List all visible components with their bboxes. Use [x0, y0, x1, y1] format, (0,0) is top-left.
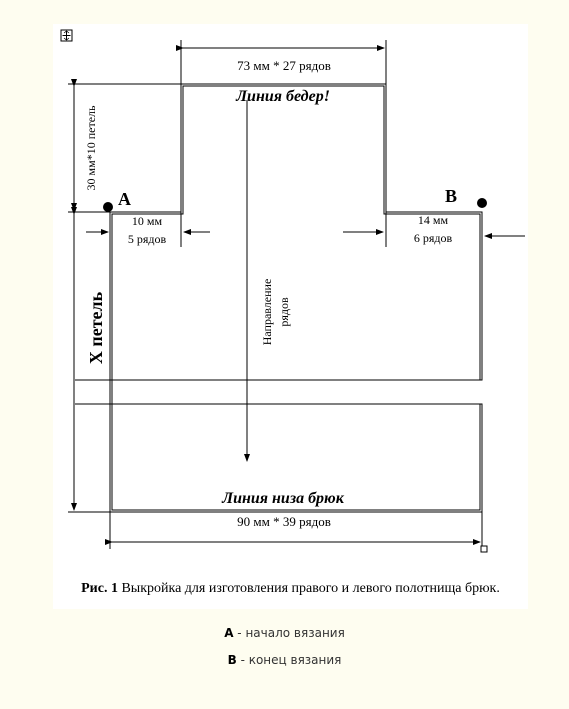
guide-lines	[68, 40, 482, 549]
resize-handle[interactable]	[481, 546, 487, 552]
direction-label-line1: Направление	[260, 278, 274, 346]
hip-line-label: Линия бедер!	[236, 88, 330, 105]
legend-a-text: - начало вязания	[233, 626, 345, 640]
anchor-icon[interactable]	[61, 30, 72, 41]
x-stitches-label: X петель	[86, 291, 106, 365]
point-a-label: A	[118, 189, 131, 209]
left-step-mm-label: 10 мм	[131, 214, 163, 228]
point-b-label: B	[445, 186, 458, 206]
top-width-label: 73 мм * 27 рядов	[237, 58, 331, 73]
caption-prefix: Рис. 1	[81, 581, 118, 596]
legend-a-letter: А	[224, 626, 234, 640]
right-step-rows-label: 6 рядов	[413, 231, 453, 245]
dimension-arrows	[74, 48, 525, 542]
legend-b-letter: В	[227, 653, 237, 667]
bottom-line-label: Линия низа брюк	[222, 490, 344, 507]
right-step-mm-label: 14 мм	[417, 213, 449, 227]
legend-item-a	[0, 626, 569, 640]
legend-item-b	[0, 653, 569, 667]
left-height-label: 30 мм*10 петель	[84, 105, 98, 191]
left-step-rows-label: 5 рядов	[127, 232, 167, 246]
legend-b-text: - конец вязания	[236, 653, 342, 667]
direction-label-line2: рядов	[277, 297, 291, 327]
point-b-marker	[477, 198, 487, 208]
figure-caption	[53, 581, 528, 597]
pattern-outline	[110, 84, 482, 512]
point-a-marker	[103, 202, 113, 212]
bottom-width-label: 90 мм * 39 рядов	[237, 514, 331, 529]
caption-text: Выкройка для изготовления правого и левого полотнища брюк.	[117, 581, 500, 596]
